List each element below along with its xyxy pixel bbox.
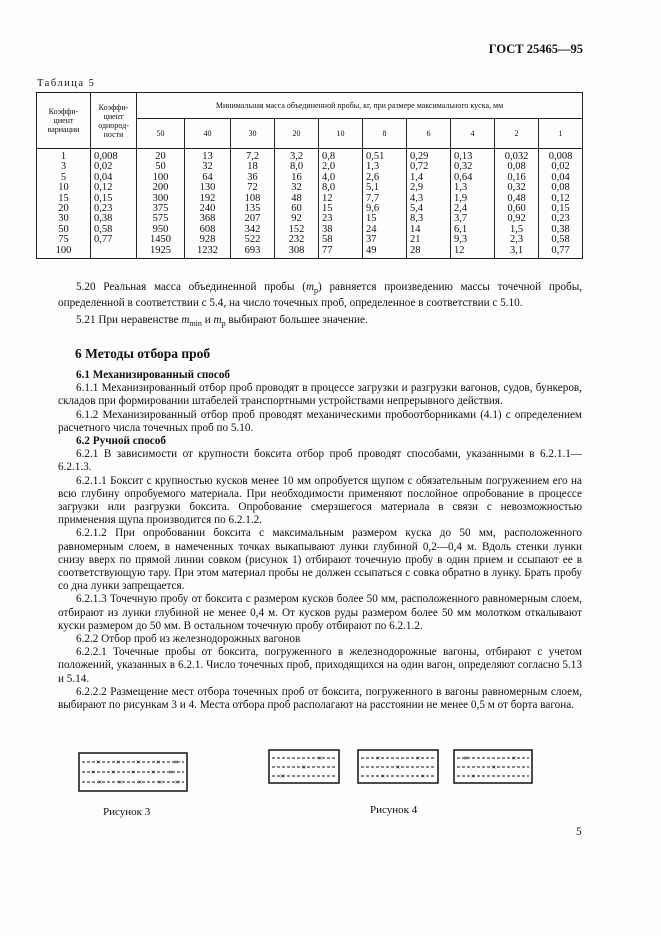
paragraph-6-2-2-2: 6.2.2.2 Размещение мест отбора точечных проб от боксита, погруженного в вагоны равномерным слоем, выбирают по рисункам 3 и 4. Места отбора проб располагают на расстоянии не менее 0,5 м от борта вагона. [58, 685, 582, 712]
col-size: 4 [451, 119, 495, 149]
paragraph-6-1-1: 6.1.1 Механизированный отбор проб проводят в процессе загрузки и разгрузки вагонов, судов, бункеров, складов при формировании штабелей транспортными устройствами непрерывного действия. [58, 382, 582, 408]
p521-m1: m [181, 313, 190, 326]
mass-column: 3,2 8,0 16 32 48 60 92 152 232 308 [275, 149, 319, 259]
svg-text:×: × [463, 755, 469, 763]
sample-points [91, 760, 179, 787]
page-number: 5 [576, 826, 582, 838]
paragraph-6-2-2-1: 6.2.2.1 Точечные пробы от боксита, погруженного в железнодорожные вагоны, отбирают с учетом положений, указанных в 6.2.1. Число точечных проб, приходящихся на один вагон, определяют согласно 5.13 и 5.14. [58, 646, 582, 685]
col-header-coef-homogeneity: Коэффи- циент однород- ности [91, 93, 137, 149]
svg-text:×: × [137, 779, 143, 787]
svg-text:×: × [168, 769, 174, 777]
svg-text:×: × [395, 764, 401, 772]
paragraph-6-1-2: 6.1.2 Механизированный отбор проб проводят механическими пробоотборниками (4.1) с определением расчетного числа точечных проб по 5.10. [58, 408, 582, 434]
paragraph-6-2-2: 6.2.2 Отбор проб из железнодорожных вагонов [76, 633, 301, 646]
p521-mid: и [201, 313, 214, 326]
paragraph-6-2-1-2: 6.2.1.2 При опробовании боксита с максимальным размером куска до 50 мм, расположенного равномерным слоем, в намеченных точках выкапывают лунки глубиной 0,2—0,4 м. Вдоль стенки лунки снизу вверх по прямой линии совком (рисунок 1) отбирают точечную пробу в один прием и ссыпают ее в соответствующую тару. При этом материал пробы не должен ссыпаться с совка обратно в лунку. Брать пробу со дна лунки запрещается. [58, 527, 582, 593]
paragraph-5-21 [58, 314, 582, 330]
document-header: ГОСТ 25465—95 [488, 42, 583, 56]
coef-variation-values: 1 3 5 10 15 20 30 50 75 100 [37, 149, 91, 259]
svg-text:×: × [115, 759, 121, 767]
section-6-title: 6 Методы отбора проб [75, 346, 211, 361]
p521-a: 5.21 При неравенстве [76, 313, 182, 326]
p520-m: m [305, 281, 315, 293]
p521-m1sub: min [189, 318, 202, 328]
mass-column: 0,13 0,32 0,64 1,3 1,9 2,4 3,7 6,1 9,3 12 [451, 149, 495, 259]
p521-m2: m [213, 313, 222, 326]
wagon-1 [269, 750, 339, 783]
col-size: 2 [495, 119, 539, 149]
svg-text:×: × [380, 773, 386, 781]
svg-text:×: × [130, 769, 136, 777]
subsection-6-2-title: 6.2 Ручной способ [76, 435, 166, 448]
svg-text:×: × [135, 759, 141, 767]
subsection-6-1-title: 6.1 Механизированный способ [76, 369, 231, 381]
svg-text:×: × [470, 773, 476, 781]
figure-3-diagram [78, 752, 190, 794]
mass-column: 0,29 0,72 1,4 2,9 4,3 5,4 8,3 14 21 28 [407, 149, 451, 259]
svg-text:×: × [301, 764, 307, 772]
p520-msub: р [314, 286, 319, 296]
figure-4-caption: Рисунок 4 [370, 804, 418, 816]
p520-a: 5.20 Реальная масса объединенной пробы ( [76, 281, 306, 293]
svg-text:×: × [279, 773, 285, 781]
figure-3-caption: Рисунок 3 [103, 806, 151, 818]
svg-text:×: × [420, 773, 426, 781]
mass-column: 20 50 100 200 300 375 575 950 1450 1925 [137, 149, 185, 259]
paragraph-6-2-1-1: 6.2.1.1 Боксит с крупностью кусков менее 10 мм опробуется щупом с обязательным погружением его на всю глубину опробуемого материала. При необходимости применяют послойное опробование в процессе загрузки или разгрузки боксита. Опробование смерзшегося материала в связи с невозможностью применения щупа производится по 6.2.1.2. [58, 474, 582, 527]
svg-text:×: × [110, 769, 116, 777]
svg-text:×: × [317, 755, 323, 763]
sample-mass-table [36, 92, 583, 259]
mass-column: 0,8 2,0 4,0 8,0 12 15 23 38 58 77 [319, 149, 363, 259]
svg-text:×: × [117, 779, 123, 787]
paragraph-6-2-1: 6.2.1 В зависимости от крупности боксита отбор проб проводят способами, указанными в 6.2.1.1—6.2.1.3. [58, 448, 582, 474]
svg-text:×: × [95, 759, 101, 767]
mass-column: 13 32 64 130 192 240 368 608 928 1232 [185, 149, 231, 259]
mass-column: 0,032 0,08 0,16 0,32 0,48 0,60 0,92 1,5 2,3 3,1 [495, 149, 539, 259]
svg-text:×: × [375, 755, 381, 763]
col-size: 20 [275, 119, 319, 149]
col-header-coef-variation: Коэффи- циент вариации [37, 93, 91, 149]
col-size: 1 [539, 119, 583, 149]
svg-text:×: × [174, 779, 180, 787]
svg-text:×: × [511, 755, 517, 763]
mass-column: 7,2 18 36 72 108 135 207 342 522 693 [231, 149, 275, 259]
col-size: 40 [185, 119, 231, 149]
coef-homogeneity-values: 0,008 0,02 0,04 0,12 0,15 0,23 0,38 0,58 0,77 [91, 149, 137, 259]
col-header-group: Минимальная масса объединенной пробы, кг, при размере максимального куска, мм [137, 93, 583, 119]
svg-text:×: × [157, 779, 163, 787]
p520-b: ) равняется произведению массы точечной пробы, определенной в соответствии с 5.4, на число точечных проб, определенное в соответствии с 5.10. [58, 281, 583, 310]
svg-text:×: × [90, 769, 96, 777]
col-size: 50 [137, 119, 185, 149]
figure-4-diagram [268, 748, 538, 788]
svg-text:×: × [491, 764, 497, 772]
table-caption: Таблица 5 [37, 78, 96, 89]
section-6-text [58, 369, 582, 712]
mass-column: 0,51 1,3 2,6 5,1 7,7 9,6 15 24 37 49 [363, 149, 407, 259]
section-5-text [58, 281, 582, 330]
svg-text:×: × [155, 759, 161, 767]
col-size: 10 [319, 119, 363, 149]
p521-m2sub: р [221, 318, 226, 328]
svg-text:×: × [173, 759, 179, 767]
mass-column: 0,008 0,02 0,04 0,08 0,12 0,15 0,23 0,38 0,58 0,77 [539, 149, 583, 259]
paragraph-6-2-1-3: 6.2.1.3 Точечную пробу от боксита с размером кусков более 50 мм, расположенного равномерным слоем, отбирают из лунки глубиной не менее 0,4 м. От кусков руды размером более 50 мм молотком откалывают куски размером до 50 мм. В остальном точечную пробу отбирают по 6.2.1.2. [58, 593, 582, 632]
svg-text:×: × [150, 769, 156, 777]
svg-text:×: × [415, 755, 421, 763]
col-size: 30 [231, 119, 275, 149]
svg-text:×: × [97, 779, 103, 787]
p521-b: выбирают большее значение. [225, 313, 368, 326]
paragraph-5-20 [58, 281, 582, 311]
col-size: 6 [407, 119, 451, 149]
col-size: 8 [363, 119, 407, 149]
wagon-2 [358, 750, 438, 783]
wagon-3 [454, 750, 532, 783]
